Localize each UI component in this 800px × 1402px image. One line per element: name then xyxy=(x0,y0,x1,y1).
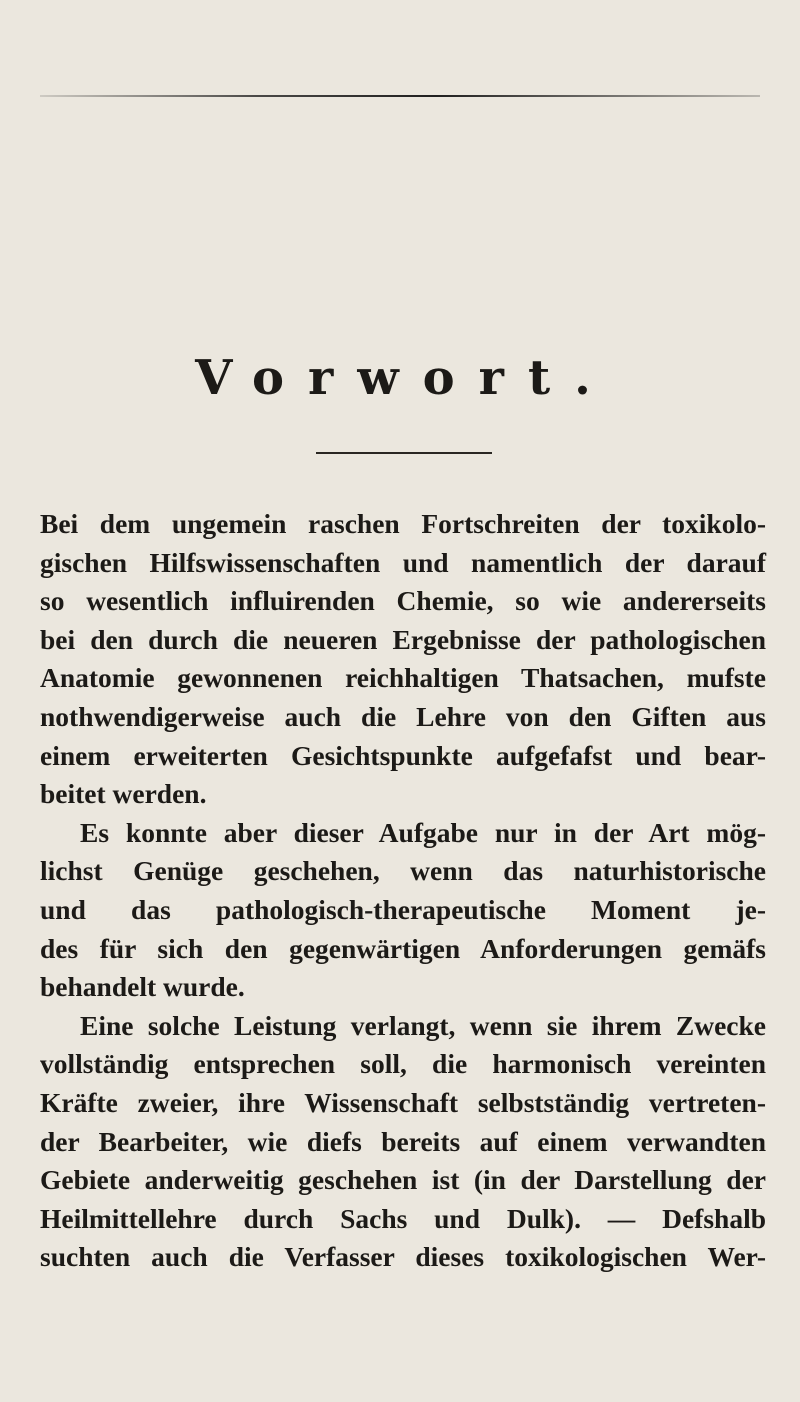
text-line: Anatomie gewonnenen reichhaltigen Thatsachen, mufste xyxy=(40,662,766,694)
text-line: des für sich den gegenwärtigen Anforderungen gemäfs xyxy=(40,932,766,964)
top-rule xyxy=(40,95,760,97)
text-line: behandelt wurde. xyxy=(40,971,245,1003)
text-line: Gebiete anderweitig geschehen ist (in der Darstellung der xyxy=(40,1164,766,1196)
text-line: vollständig entsprechen soll, die harmonisch vereinten xyxy=(40,1048,766,1080)
text-line: beitet werden. xyxy=(40,778,207,810)
text-line: lichst Genüge geschehen, wenn das naturhistorische xyxy=(40,855,766,887)
text-line: Bei dem ungemein raschen Fortschreiten der toxikolo- xyxy=(40,508,766,539)
page-title: Vorwort. xyxy=(195,350,615,406)
text-line: so wesentlich influirenden Chemie, so wie andererseits xyxy=(40,585,766,617)
text-line: Heilmittellehre durch Sachs und Dulk). — Defshalb xyxy=(40,1202,766,1234)
text-line: suchten auch die Verfasser dieses toxikologischen Wer- xyxy=(40,1241,766,1273)
text-line: Es konnte aber dieser Aufgabe nur in der Art mög- xyxy=(80,816,766,848)
text-line: bei den durch die neueren Ergebnisse der pathologischen xyxy=(40,623,766,655)
title-rule xyxy=(316,452,492,454)
text-line: Kräfte zweier, ihre Wissenschaft selbstständig vertreten- xyxy=(40,1086,766,1118)
text-line: nothwendigerweise auch die Lehre von den Giften aus xyxy=(40,700,766,732)
text-line: und das pathologisch-therapeutische Moment je- xyxy=(40,893,766,925)
text-line: der Bearbeiter, wie diefs bereits auf einem verwandten xyxy=(40,1125,766,1157)
body-text xyxy=(40,505,766,1277)
text-line: Eine solche Leistung verlangt, wenn sie ihrem Zwecke xyxy=(80,1009,766,1041)
text-line: gischen Hilfswissenschaften und namentlich der darauf xyxy=(40,546,766,578)
text-line: einem erweiterten Gesichtspunkte aufgefafst und bear- xyxy=(40,739,766,771)
